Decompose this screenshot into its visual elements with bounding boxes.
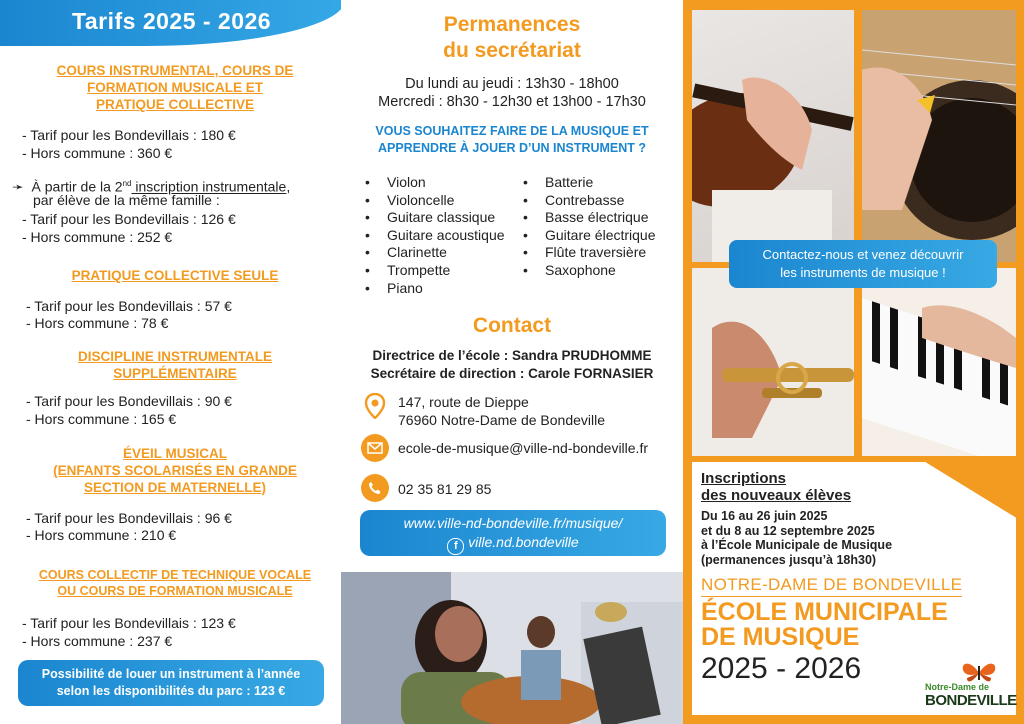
- list-item: • Guitare classique: [387, 209, 505, 227]
- trumpet-photo: [692, 268, 854, 456]
- students-photo: [341, 572, 683, 724]
- list-item: • Violoncelle: [387, 192, 505, 210]
- list-item: • Violon: [387, 174, 505, 192]
- school-years: 2025 - 2026: [701, 652, 862, 685]
- contact-title: Contact: [472, 314, 552, 337]
- tarifs-title: Tarifs 2025 - 2026: [72, 8, 272, 34]
- music-question: VOUS SOUHAITEZ FAIRE DE LA MUSIQUE ET APPRENDRE À JOUER D’UN INSTRUMENT ?: [375, 124, 649, 155]
- list-item: • Flûte traversière: [545, 244, 656, 262]
- section-title-pratique: PRATIQUE COLLECTIVE SEULE: [71, 268, 279, 283]
- rental-info-box: Possibilité de louer un instrument à l’année selon les disponibilités du parc : 123 €: [18, 660, 324, 706]
- email-link[interactable]: ecole-de-musique@ville-nd-bondeville.fr: [398, 440, 648, 456]
- address: 147, route de Dieppe 76960 Notre-Dame de Bondeville: [398, 394, 606, 428]
- arrow-right-icon: ➛: [12, 178, 24, 195]
- list-item: • Piano: [387, 280, 505, 298]
- staff-block: [341, 347, 683, 383]
- web-links-box: [360, 510, 666, 556]
- town-logo: Notre-Dame de BONDEVILLE: [925, 660, 1011, 710]
- instrument-list-1: [387, 174, 505, 297]
- facebook-icon: f: [447, 538, 464, 555]
- tarif-line: - Hors commune : 237 €: [22, 633, 173, 649]
- tarif-line: - Tarif pour les Bondevillais : 57 €: [26, 298, 232, 314]
- tarif-line: - Tarif pour les Bondevillais : 180 €: [22, 127, 236, 143]
- sibling-note: ➛ À partir de la 2nd inscription instrumentale,: [12, 178, 291, 195]
- phone-icon: [361, 474, 389, 502]
- tarif-line: - Hors commune : 252 €: [22, 229, 173, 245]
- town-name: NOTRE-DAME DE BONDEVILLE: [701, 575, 962, 597]
- permanences-title: Permanences du secrétariat: [443, 13, 581, 62]
- list-item: • Clarinette: [387, 244, 505, 262]
- guitar-photo: [862, 10, 1016, 262]
- list-item: • Guitare acoustique: [387, 227, 505, 245]
- section-title-eveil: ÉVEIL MUSICAL (ENFANTS SCOLARISÉS EN GRANDE SECTION DE MATERNELLE): [53, 446, 297, 495]
- section-title-vocale: COURS COLLECTIF DE TECHNIQUE VOCALE OU COURS DE FORMATION MUSICALE: [38, 568, 312, 598]
- tarif-line: - Tarif pour les Bondevillais : 96 €: [26, 510, 232, 526]
- list-item: • Batterie: [545, 174, 656, 192]
- website-link[interactable]: www.ville-nd-bondeville.fr/musique/: [403, 515, 623, 531]
- tarif-line: - Tarif pour les Bondevillais : 123 €: [22, 615, 236, 631]
- discover-callout: Contactez-nous et venez découvrir les instruments de musique !: [729, 240, 997, 288]
- tarifs-panel: [0, 0, 340, 724]
- section-title-discipline: DISCIPLINE INSTRUMENTALE SUPPLÉMENTAIRE: [77, 349, 272, 381]
- tarif-line: - Hors commune : 78 €: [26, 315, 169, 331]
- opening-hours: Du lundi au jeudi : 13h30 - 18h00 Mercredi : 8h30 - 12h30 et 13h00 - 17h30: [378, 76, 646, 110]
- list-item: • Trompette: [387, 262, 505, 280]
- tarif-line: - Tarif pour les Bondevillais : 126 €: [22, 211, 236, 227]
- tarif-line: - Tarif pour les Bondevillais : 90 €: [26, 393, 232, 409]
- list-item: • Basse électrique: [545, 209, 656, 227]
- section-title-instrumental: COURS INSTRUMENTAL, COURS DE FORMATION MUSICALE ET PRATIQUE COLLECTIVE: [56, 63, 294, 112]
- list-item: • Guitare électrique: [545, 227, 656, 245]
- director-name: Directrice de l’école : Sandra PRUDHOMME: [372, 348, 652, 363]
- tarif-line: - Hors commune : 210 €: [26, 527, 177, 543]
- list-item: • Contrebasse: [545, 192, 656, 210]
- piano-photo: [862, 268, 1016, 456]
- violin-photo: [692, 10, 854, 262]
- tarifs-banner: [0, 0, 345, 46]
- location-pin-icon: [361, 392, 389, 420]
- secretary-name: Secrétaire de direction : Carole FORNASIER: [370, 366, 654, 381]
- sibling-note-line2: par élève de la même famille :: [33, 192, 220, 208]
- mail-icon: [361, 434, 389, 462]
- tarif-line: - Hors commune : 360 €: [22, 145, 173, 161]
- school-name: ÉCOLE MUNICIPALE DE MUSIQUE: [701, 598, 948, 651]
- facebook-link[interactable]: f ville.nd.bondeville: [360, 533, 666, 555]
- inscriptions-dates: Du 16 au 26 juin 2025 et du 8 au 12 septembre 2025 à l’École Municipale de Musique (permanences jusqu’à 18h30): [701, 509, 893, 567]
- inscriptions-title: Inscriptions des nouveaux élèves: [701, 470, 852, 504]
- tarif-line: - Hors commune : 165 €: [26, 411, 177, 427]
- instrument-list-2: [545, 174, 656, 280]
- phone-number: 02 35 81 29 85: [398, 481, 492, 497]
- list-item: • Saxophone: [545, 262, 656, 280]
